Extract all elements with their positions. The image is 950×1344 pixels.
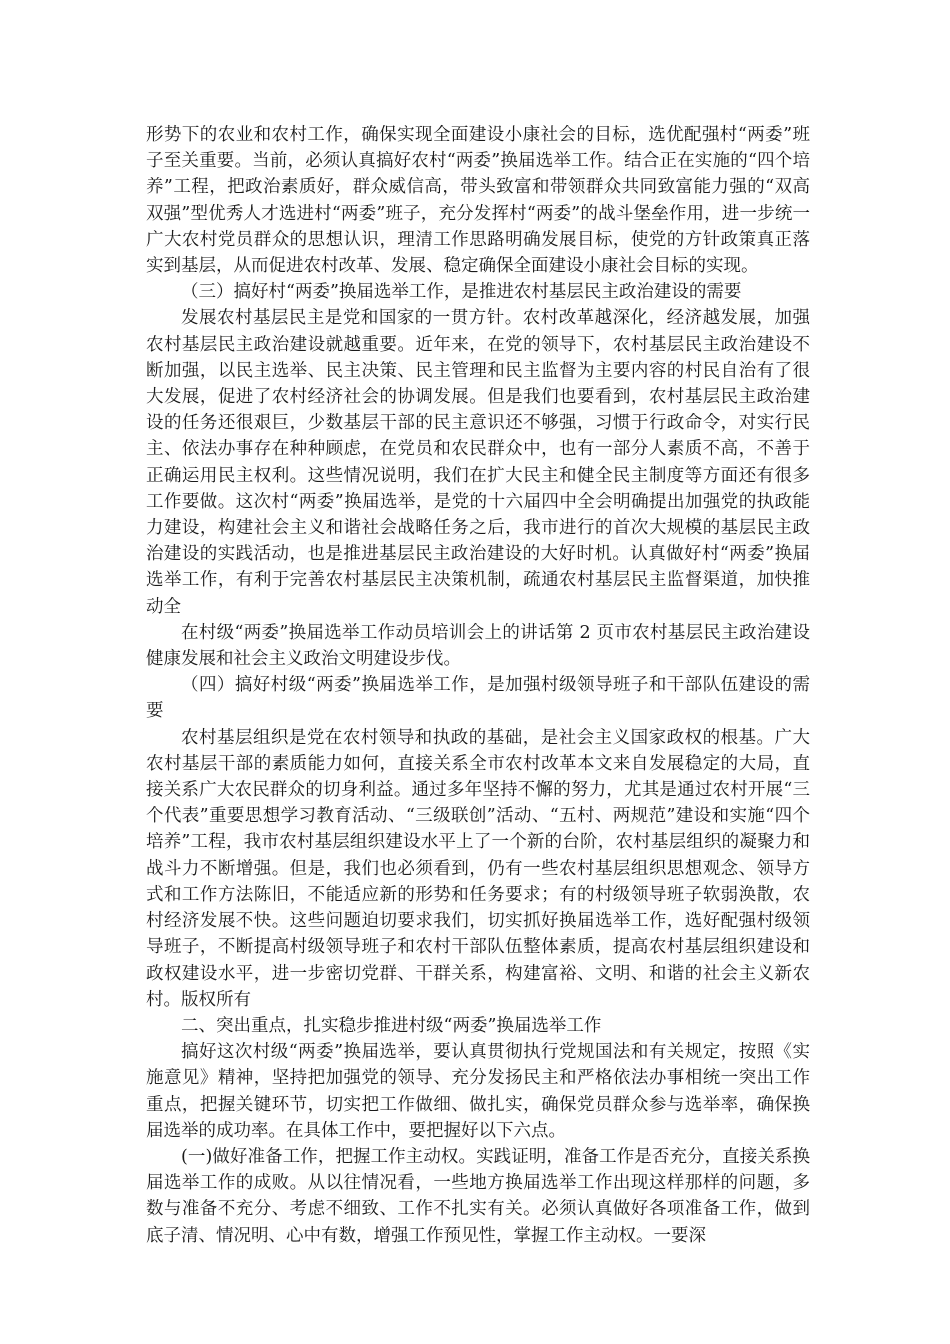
paragraph-continuation: 形势下的农业和农村工作，确保实现全面建设小康社会的目标，选优配强村“两委”班子至关重要。当前，必须认真搞好农村“两委”换届选举工作。结合正在实施的“四个培养”工程，把政治素质好，群众威信高，带头致富和带领群众共同致富能力强的“双高双强”型优秀人才选进村“两委”班子，充分发挥村“两委”的战斗堡垒作用，进一步统一广大农村党员群众的思想认识，理清工作思路明确发展目标，使党的方针政策真正落实到基层，从而促进农村改革、发展、稳定确保全面建设小康社会目标的实现。 [146,125,810,277]
paragraph: 在村级“两委”换届选举工作动员培训会上的讲话第 2 页市农村基层民主政治建设健康发展和社会主义政治文明建设步伐。 [146,622,810,670]
paragraph: (一)做好准备工作，把握工作主动权。实践证明，准备工作是否充分，直接关系换届选举工作的成败。从以往情况看，一些地方换届选举工作出现这样那样的问题，多数与准备不充分、考虑不细致、工作不扎实有关。必须认真做好各项准备工作，做到底子清、情况明、心中有数，增强工作预见性，掌握工作主动权。一要深 [146,1146,810,1246]
section-heading-3: （三）搞好村“两委”换届选举工作，是推进农村基层民主政治建设的需要 [181,282,742,303]
paragraph: 农村基层组织是党在农村领导和执政的基础，是社会主义国家政权的根基。广大农村基层干部的素质能力如何，直接关系全市农村改革本文来自发展稳定的大局，直接关系广大农民群众的切身利益。通过多年坚持不懈的努力，尤其是通过农村开展“三个代表”重要思想学习教育活动、“三级联创”活动、“五村、两规范”建设和实施“四个培养”工程，我市农村基层组织建设水平上了一个新的台阶，农村基层组织的凝聚力和战斗力不断增强。但是，我们也必须看到，仍有一些农村基层组织思想观念、领导方式和工作方法陈旧，不能适应新的形势和任务要求；有的村级领导班子软弱涣散，农村经济发展不快。这些问题迫切要求我们，切实抓好换届选举工作，选好配强村级领导班子，不断提高村级领导班子和农村干部队伍整体素质，提高农村基层组织建设和政权建设水平，进一步密切党群、干群关系，构建富裕、文明、和谐的社会主义新农村。版权所有 [146,727,810,1010]
section-heading-4: （四）搞好村级“两委”换届选举工作，是加强村级领导班子和干部队伍建设的需要 [146,675,810,722]
paragraph: 发展农村基层民主是党和国家的一贯方针。农村改革越深化，经济越发展，加强农村基层民主政治建设就越重要。近年来，在党的领导下，农村基层民主政治建设不断加强，以民主选举、民主决策、民主管理和民主监督为主要内容的村民自治有了很大发展，促进了农村经济社会的协调发展。但是我们也要看到，农村基层民主政治建设的任务还很艰巨，少数基层干部的民主意识还不够强，习惯于行政命令，对实行民主、依法办事存在种种顾虑，在党员和农民群众中，也有一部分人素质不高，不善于正确运用民主权利。这些情况说明，我们在扩大民主和健全民主制度等方面还有很多工作要做。这次村“两委”换届选举，是党的十六届四中全会明确提出加强党的执政能力建设，构建社会主义和谐社会战略任务之后，我市进行的首次大规模的基层民主政治建设的实践活动，也是推进基层民主政治建设的大好时机。认真做好村“两委”换届选举工作，有利于完善农村基层民主决策机制，疏通农村基层民主监督渠道，加快推动全 [146,308,810,617]
paragraph: 搞好这次村级“两委”换届选举，要认真贯彻执行党规国法和有关规定，按照《实施意见》精神，坚持把加强党的领导、充分发扬民主和严格依法办事相统一突出工作重点，把握关键环节，切实把工作做细、做扎实，确保党员群众参与选举率，确保换届选举的成功率。在具体工作中，要把握好以下六点。 [146,1042,810,1141]
document-page [146,122,810,1249]
section-heading-part-2: 二、突出重点，扎实稳步推进村级“两委”换届选举工作 [181,1015,602,1036]
